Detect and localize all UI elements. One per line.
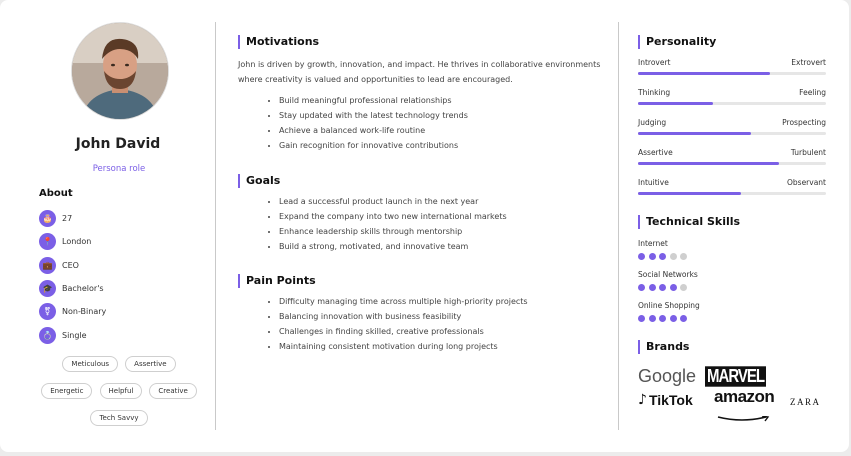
about-heading: About [39, 188, 73, 199]
trait-left: Judging [638, 118, 667, 127]
brands-heading: Brands [638, 340, 828, 354]
trait-right: Turbulent [790, 148, 826, 157]
motivations-list [238, 93, 613, 153]
goals-section [238, 174, 613, 254]
profile-column [0, 0, 215, 430]
trait-right: Extrovert [791, 58, 826, 67]
about-item-job [39, 254, 106, 277]
skill-dot-empty [670, 253, 677, 260]
cake-icon: 🎂 [39, 210, 56, 227]
brand-amazon: amazon [714, 387, 775, 406]
personality-section [638, 35, 826, 208]
skill-dot-filled [670, 315, 677, 322]
tag: Meticulous [62, 356, 118, 372]
skill-name: Online Shopping [638, 301, 700, 310]
brands-section [638, 340, 828, 414]
skill-dot-empty [680, 284, 687, 291]
goals-heading: Goals [238, 174, 613, 188]
skill-dot-filled [680, 315, 687, 322]
trait-right: Prospecting [782, 118, 826, 127]
persona-role: Persona role [92, 164, 146, 174]
skill-dot-filled [670, 284, 677, 291]
divider [618, 22, 619, 430]
personality-trait [638, 88, 826, 118]
personality-heading: Personality [638, 35, 826, 49]
trait-right: Observant [787, 178, 826, 187]
trait-fill [638, 162, 779, 165]
trait-left: Introvert [638, 58, 671, 67]
trait-left: Assertive [638, 148, 673, 157]
motivations-section [238, 35, 613, 153]
skill-dot-filled [659, 315, 666, 322]
skill-dot-filled [659, 253, 666, 260]
trait-left: Intuitive [638, 178, 669, 187]
trait-fill [638, 72, 770, 75]
brand-tiktok-label: TikTok [648, 392, 693, 408]
list-item: • Difficulty managing time across multiple high-priority projects [279, 294, 613, 309]
skill-dot-filled [659, 284, 666, 291]
list-item: • Enhance leadership skills through mentorship [279, 224, 613, 239]
about-item-age [39, 207, 106, 230]
skill-rating [638, 284, 826, 291]
list-item: • Build meaningful professional relationships [279, 93, 613, 108]
skill-rating [638, 315, 826, 322]
skill-dot-filled [649, 284, 656, 291]
briefcase-icon: 💼 [39, 257, 56, 274]
about-list [39, 207, 106, 347]
gender-icon: ⚧ [39, 303, 56, 320]
amazon-smile-icon [716, 407, 770, 413]
goals-list [238, 194, 613, 254]
tag: Helpful [100, 383, 143, 399]
tag: Tech Savvy [90, 410, 147, 426]
about-label: Bachelor's [62, 284, 104, 294]
personality-trait [638, 118, 826, 148]
ring-icon: 💍 [39, 327, 56, 344]
personality-trait [638, 178, 826, 208]
tag: Creative [149, 383, 196, 399]
skill-dot-filled [649, 315, 656, 322]
trait-tags [36, 351, 202, 432]
about-label: Non-Binary [62, 307, 107, 317]
about-item-status [39, 323, 106, 346]
technical-skills-heading: Technical Skills [638, 215, 826, 229]
trait-track [638, 72, 826, 75]
pain-points-list [238, 294, 613, 354]
personality-trait [638, 148, 826, 178]
list-item: • Build a strong, motivated, and innovative team [279, 239, 613, 254]
list-item: • Balancing innovation with business feasibility [279, 309, 613, 324]
list-item: • Maintaining consistent motivation during long projects [279, 339, 613, 354]
list-item: • Achieve a balanced work-life routine [279, 123, 613, 138]
graduation-cap-icon: 🎓 [39, 280, 56, 297]
trait-fill [638, 132, 751, 135]
brand-zara: ZARA [790, 397, 821, 407]
skill-name: Internet [638, 239, 668, 248]
pain-points-heading: Pain Points [238, 274, 613, 288]
list-item: • Gain recognition for innovative contributions [279, 138, 613, 153]
trait-right: Feeling [799, 88, 826, 97]
trait-left: Thinking [638, 88, 671, 97]
list-item: • Lead a successful product launch in the next year [279, 194, 613, 209]
skill-name: Social Networks [638, 270, 698, 279]
about-label: London [62, 237, 92, 247]
tag: Assertive [125, 356, 175, 372]
about-label: 27 [62, 214, 73, 224]
personality-trait [638, 58, 826, 88]
about-label: CEO [62, 260, 79, 270]
trait-fill [638, 192, 741, 195]
location-pin-icon: 📍 [39, 233, 56, 250]
pain-points-section [238, 274, 613, 354]
brand-google: Google [638, 366, 697, 386]
motivations-heading: Motivations [238, 35, 613, 49]
trait-track [638, 162, 826, 165]
brand-tiktok [638, 392, 693, 408]
divider [215, 22, 216, 430]
brand-marvel: MARVEL [707, 366, 765, 387]
avatar [71, 22, 169, 120]
skill-dot-filled [638, 284, 645, 291]
about-item-location [39, 230, 106, 253]
skill-dot-filled [638, 315, 645, 322]
brand-logos [638, 354, 828, 414]
trait-track [638, 102, 826, 105]
about-label: Single [62, 330, 87, 340]
about-item-education [39, 277, 106, 300]
trait-fill [638, 102, 713, 105]
skill-dot-empty [680, 253, 687, 260]
motivations-intro: John is driven by growth, innovation, and impact. He thrives in collaborative environments where creativity is valued and opportunities to lead are encouraged. [238, 60, 601, 84]
skill-dot-filled [649, 253, 656, 260]
list-item: • Challenges in finding skilled, creative professionals [279, 324, 613, 339]
skill-rating [638, 253, 826, 260]
trait-track [638, 192, 826, 195]
technical-skills-section [638, 215, 826, 332]
trait-track [638, 132, 826, 135]
music-note-icon: ♪ [638, 392, 647, 408]
list-item: • Stay updated with the latest technology trends [279, 108, 613, 123]
about-item-gender [39, 300, 106, 323]
persona-name: John David [75, 136, 161, 152]
skill-dot-filled [638, 253, 645, 260]
tag: Energetic [41, 383, 92, 399]
list-item: • Expand the company into two new international markets [279, 209, 613, 224]
avatar-photo [72, 23, 168, 119]
